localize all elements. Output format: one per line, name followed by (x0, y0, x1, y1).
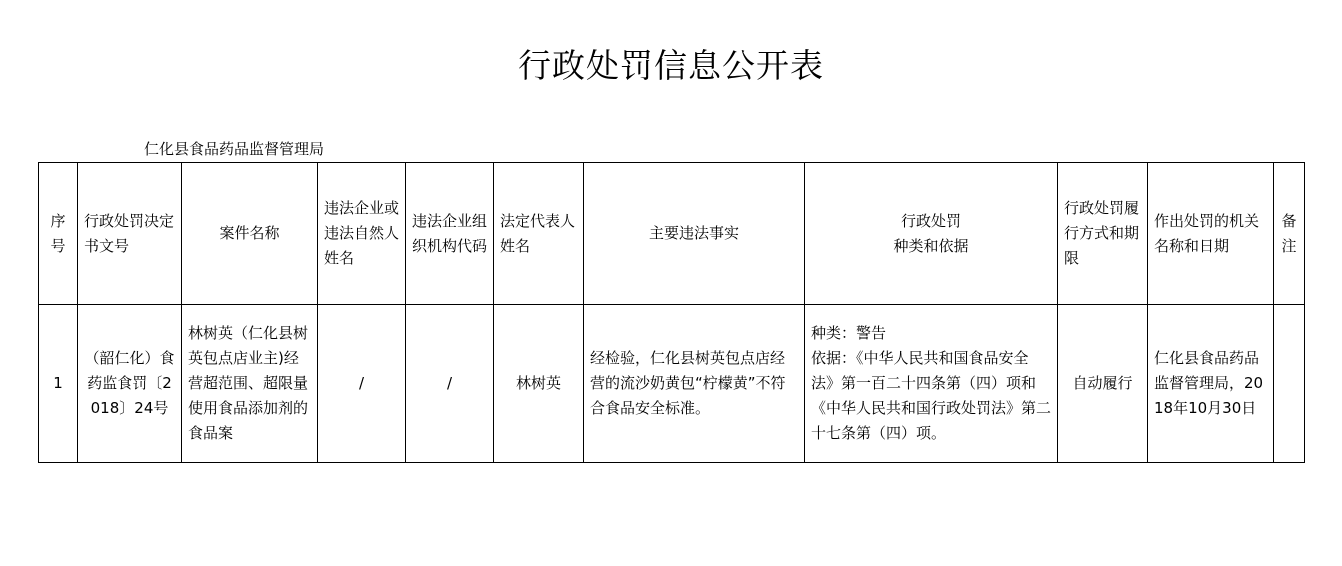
agency-name: 仁化县食品药品监督管理局 (144, 140, 325, 158)
cell-execution: 自动履行 (1058, 305, 1148, 463)
header-cell-org-code: 违法企业组织机构代码 (406, 163, 494, 305)
cell-remark (1274, 305, 1305, 463)
header-cell-authority-date: 作出处罚的机关名称和日期 (1148, 163, 1274, 305)
header-cell-serial: 序号 (39, 163, 78, 305)
cell-authority-date: 仁化县食品药品监督管理局，2018年10月30日 (1148, 305, 1274, 463)
cell-facts: 经检验，仁化县树英包点店经营的流沙奶黄包“柠檬黄”不符合食品安全标准。 (584, 305, 805, 463)
header-cell-penalty: 行政处罚 种类和依据 (805, 163, 1058, 305)
table-header-row (39, 163, 1305, 305)
header-cell-remark: 备注 (1274, 163, 1305, 305)
header-cell-violator: 违法企业或违法自然人姓名 (318, 163, 406, 305)
header-cell-facts: 主要违法事实 (584, 163, 805, 305)
cell-doc-no: （韶仁化）食药监食罚〔2018〕24号 (78, 305, 182, 463)
cell-legal-rep: 林树英 (494, 305, 584, 463)
header-cell-case-name: 案件名称 (182, 163, 318, 305)
header-cell-execution: 行政处罚履行方式和期限 (1058, 163, 1148, 305)
penalty-table (38, 162, 1305, 463)
header-cell-legal-rep: 法定代表人姓名 (494, 163, 584, 305)
table-row (39, 305, 1305, 463)
cell-penalty: 种类：警告 依据：《中华人民共和国食品安全法》第一百二十四条第（四）项和《中华人民共和国行政处罚法》第二十七条第（四）项。 (805, 305, 1058, 463)
cell-org-code: / (406, 305, 494, 463)
cell-case-name: 林树英（仁化县树英包点店业主)经营超范围、超限量使用食品添加剂的食品案 (182, 305, 318, 463)
cell-violator: / (318, 305, 406, 463)
page-title: 行政处罚信息公开表 (518, 46, 824, 85)
header-cell-doc-no: 行政处罚决定书文号 (78, 163, 182, 305)
cell-serial: 1 (39, 305, 78, 463)
